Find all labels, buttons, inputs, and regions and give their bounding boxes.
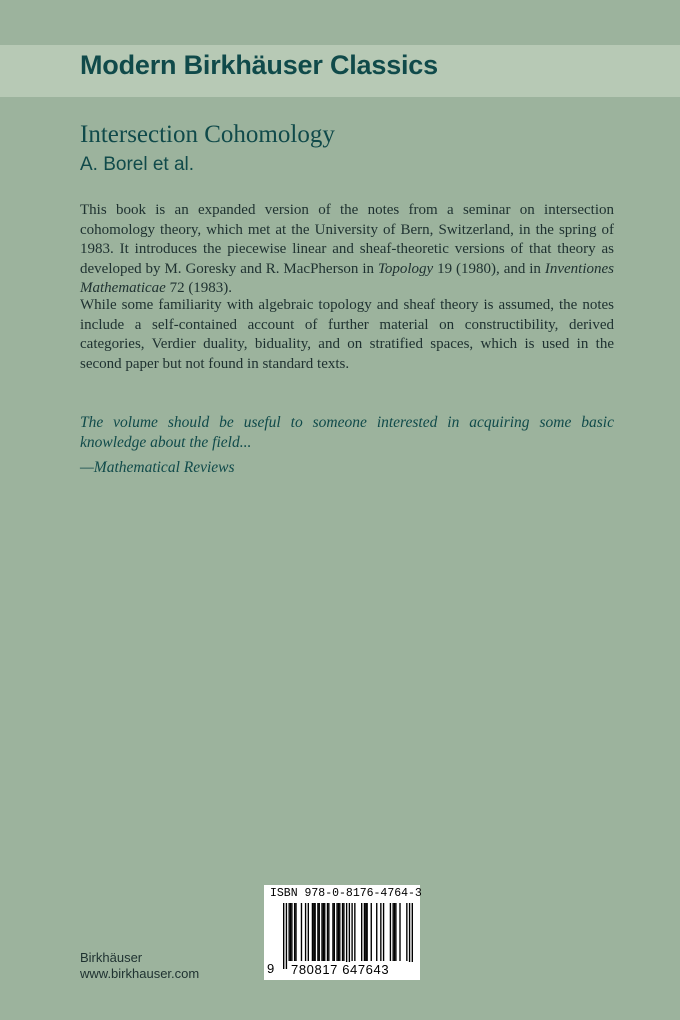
description-paragraph-1: This book is an expanded version of the notes from a seminar on intersection cohomology theory, which met at the University of Bern, Switzerland, in the spring of 1983. It introduces the piecewise linear and sheaf-theoretic versions of that theory as developed by M. Goresky and R. MacPherson in Topology 19 (1980), and in Inventiones Mathematicae 72 (1983). [80, 202, 614, 296]
journal-topology: Topology [377, 260, 434, 277]
barcode-bar [399, 903, 400, 961]
barcode-bar [290, 903, 291, 961]
barcode-bar [349, 903, 350, 969]
barcode-bar [308, 903, 309, 961]
barcode-bar [390, 903, 391, 961]
barcode-bar [295, 903, 296, 961]
barcode-bar [392, 903, 393, 961]
barcode-bars [283, 903, 413, 969]
barcode-bar [338, 903, 339, 961]
barcode-bar [361, 903, 362, 961]
publisher-url: www.birkhauser.com [80, 966, 200, 981]
barcode-bar [332, 903, 333, 961]
barcode-bar [334, 903, 335, 961]
barcode-bar [319, 903, 320, 961]
barcode-bar [343, 903, 344, 961]
barcode-bar [321, 903, 322, 961]
barcode-bar [383, 903, 384, 961]
barcode-bar [346, 903, 347, 969]
barcode-bar [409, 903, 410, 969]
barcode-bar [288, 903, 289, 961]
barcode-bar [294, 903, 295, 961]
barcode-bar [291, 903, 292, 961]
publisher-info [80, 950, 199, 982]
barcode-bar [328, 903, 329, 961]
barcode-bar [324, 903, 325, 961]
barcode-bar [312, 903, 313, 961]
review-quote: The volume should be useful to someone interested in acquiring some basic knowledge about the field... [80, 414, 614, 451]
series-name: Modern Birkhäuser Classics [80, 50, 438, 80]
barcode-bar [305, 903, 306, 961]
ean-digits: 780817 647643 [291, 962, 416, 977]
barcode-bar [394, 903, 395, 961]
barcode-bar [336, 903, 337, 961]
book-title: Intersection Cohomology [80, 121, 335, 148]
ean-prefix-digit: 9 [267, 961, 275, 976]
barcode-bar [301, 903, 302, 961]
barcode-bar [364, 903, 365, 961]
isbn-label: ISBN 978-0-8176-4764-3 [270, 887, 422, 900]
barcode-bar [317, 903, 318, 961]
review-source: —Mathematical Reviews [80, 459, 235, 476]
barcode-bar [323, 903, 324, 961]
barcode-bar [371, 903, 372, 961]
barcode-bar [314, 903, 315, 961]
publisher-name: Birkhäuser [80, 950, 143, 965]
barcode-bar [286, 903, 287, 969]
barcode-bar [339, 903, 340, 961]
barcode-bar [342, 903, 343, 961]
barcode-bar [351, 903, 352, 961]
barcode-bar [406, 903, 407, 961]
book-author: A. Borel et al. [80, 154, 195, 175]
journal-inventiones: Inventiones Mathematicae [80, 260, 614, 296]
barcode-bar [376, 903, 377, 961]
barcode-bar [283, 903, 284, 969]
barcode-bar [366, 903, 367, 961]
barcode-bar [354, 903, 355, 961]
barcode-bar [412, 903, 413, 969]
description-paragraph-2: While some familiarity with algebraic topology and sheaf theory is assumed, the notes include a self-contained account of further material on constructibility, derived categories, Verdier duality, biduality, and on stratified spaces, which is used in the second paper but not found in standard texts. [80, 297, 614, 372]
barcode-bar [380, 903, 381, 961]
barcode-bar [365, 903, 366, 961]
barcode-bar [327, 903, 328, 961]
barcode-bar [313, 903, 314, 961]
barcode-bar [395, 903, 396, 961]
